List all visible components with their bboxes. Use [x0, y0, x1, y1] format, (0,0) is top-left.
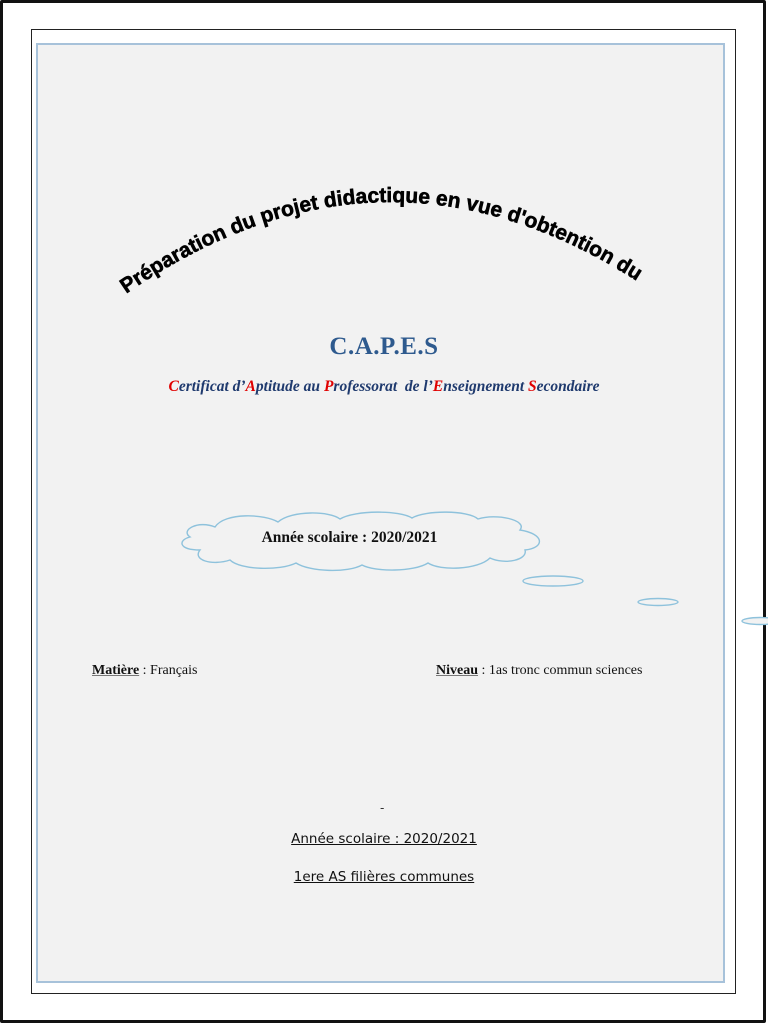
certificate-word: ertificat d’ [178, 378, 246, 395]
matiere-sep: : [139, 663, 151, 678]
certificate-initial: A [245, 378, 256, 395]
cloud-tail-1 [523, 576, 583, 586]
footer-level: 1ere AS filières communes [293, 869, 475, 885]
certificate-initial: S [528, 378, 537, 395]
certificate-initial: P [323, 378, 334, 395]
footer-school-year: Année scolaire : 2020/2021 [291, 831, 477, 847]
certificate-initial: E [432, 378, 444, 395]
matiere-value: Français [150, 663, 198, 678]
title-arc-text: Préparation du projet didactique en vue d'obtention du [115, 184, 647, 298]
certificate-word: nseignement [443, 378, 529, 395]
cloud-tail-3 [742, 618, 768, 625]
cloud-year-text: Année scolaire : 2020/2021 [261, 529, 438, 546]
niveau-value: 1as tronc commun sciences [488, 663, 643, 678]
certificate-word: rofessorat de l’ [333, 378, 433, 395]
certificate-word: ptitude au [255, 378, 324, 395]
matiere-line [92, 663, 197, 679]
cloud-tail-2 [638, 599, 678, 606]
certificate-word: econdaire [536, 378, 600, 395]
capes-heading: C.A.P.E.S [329, 333, 439, 360]
certificate-initial: C [168, 378, 179, 395]
niveau-label: Niveau [436, 663, 478, 678]
niveau-line [436, 663, 642, 679]
matiere-label: Matière [92, 663, 140, 678]
niveau-sep: : [478, 663, 489, 678]
separator-dash: - [380, 800, 385, 815]
